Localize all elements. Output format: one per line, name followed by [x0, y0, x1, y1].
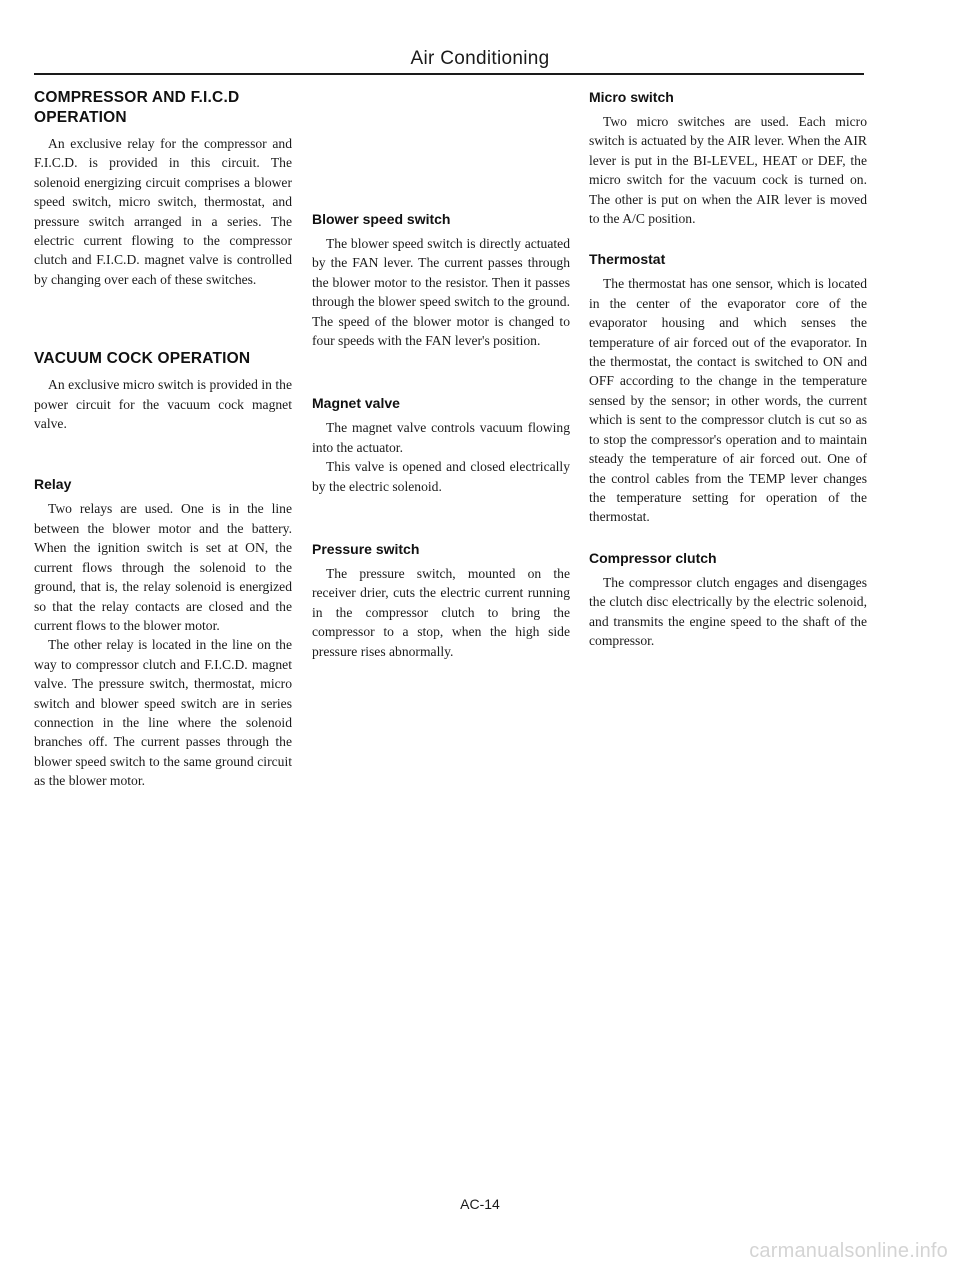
- relay-continuation: [312, 88, 570, 92]
- paragraph-micro-switch: Two micro switches are used. Each micro switch is actuated by the AIR lever. When the AIR lever is put in the BI-LEVEL, HEAT or DEF, the micro switch for the vacuum cock is turned on. The other is put on when the AIR lever is moved to the A/C position.: [589, 114, 867, 227]
- watermark-text: carmanualsonline.info: [749, 1240, 948, 1262]
- heading-compressor-ficd-line2: OPERATION: [34, 109, 127, 126]
- paragraph-blower-speed-switch: The blower speed switch is directly actuated by the FAN lever. The current passes through the blower motor to the resistor. Then it passes through the blower speed switch to the ground. The speed of the blower motor is changed to four speeds with the FAN lever's position.: [312, 236, 570, 349]
- heading-magnet-valve: Magnet valve: [312, 395, 400, 412]
- paragraph-magnet-valve-2: This valve is opened and closed electrically by the electric solenoid.: [312, 459, 570, 494]
- heading-micro-switch: Micro switch: [589, 89, 674, 105]
- page-header-title: Air Conditioning: [410, 48, 550, 69]
- paragraph-compressor-clutch: The compressor clutch engages and disengages the clutch disc electrically by the electric solenoid, and transmits the engine speed to the shaft of the compressor.: [589, 574, 867, 648]
- heading-compressor-ficd-line1: COMPRESSOR AND F.I.C.D: [34, 89, 240, 106]
- paragraph-relay-1: Two relays are used. One is in the line between the blower motor and the battery. When the ignition switch is set at ON, the current flows through the solenoid to the ground, that is, the relay solenoid is energized so that the relay contacts are closed and the current flows to the blower motor.: [34, 501, 292, 633]
- page-number: AC-14: [460, 1196, 500, 1212]
- heading-relay: Relay: [34, 476, 72, 493]
- heading-vacuum-cock: VACUUM COCK OPERATION: [34, 350, 251, 368]
- paragraph-magnet-valve-1: The magnet valve controls vacuum flowing into the actuator.: [312, 420, 570, 455]
- paragraph-thermostat: The thermostat has one sensor, which is located in the center of the evaporator core of the evaporator housing and which senses the temperature of air forced out of the evaporator. In the thermostat, the contact is switched to ON and OFF according to the change in the temperature sensed by the sensor; in other words, the current which is sent to the compressor clutch is cut so as to stop the compressor's operation and to maintain steady the temperature of air forced out. One of the control cables from the TEMP lever changes the temperature setting for operation of the thermostat.: [589, 276, 867, 525]
- column-middle: [312, 88, 570, 661]
- paragraph-compressor-ficd: An exclusive relay for the compressor and F.I.C.D. is provided in this circuit. The solenoid energizing circuit comprises a blower speed switch, micro switch, thermostat, and pressure switch arranged in a series. The electric current flowing to the compressor clutch and F.I.C.D. magnet valve is controlled by changing over each of these switches.: [34, 136, 292, 287]
- heading-thermostat: Thermostat: [589, 251, 666, 268]
- heading-pressure-switch: Pressure switch: [312, 541, 420, 558]
- paragraph-pressure-switch: The pressure switch, mounted on the receiver drier, cuts the electric current running in the compressor clutch to bring the compressor to a stop, when the high side pressure rises abnormally.: [312, 566, 570, 659]
- header-rule: [34, 73, 864, 75]
- column-left: [34, 88, 292, 791]
- column-right: [589, 88, 867, 650]
- heading-compressor-clutch: Compressor clutch: [589, 549, 717, 566]
- paragraph-relay-2: The other relay is located in the line on the way to compressor clutch and F.I.C.D. magnet valve. The pressure switch, thermostat, micro switch and blower speed switch are in series connection in the line where the solenoid branches off. The current passes through the blower speed switch to the same ground circuit as the blower motor.: [34, 637, 292, 789]
- heading-blower-speed-switch: Blower speed switch: [312, 211, 451, 227]
- paragraph-vacuum-cock: An exclusive micro switch is provided in the power circuit for the vacuum cock magnet valve.: [34, 377, 292, 432]
